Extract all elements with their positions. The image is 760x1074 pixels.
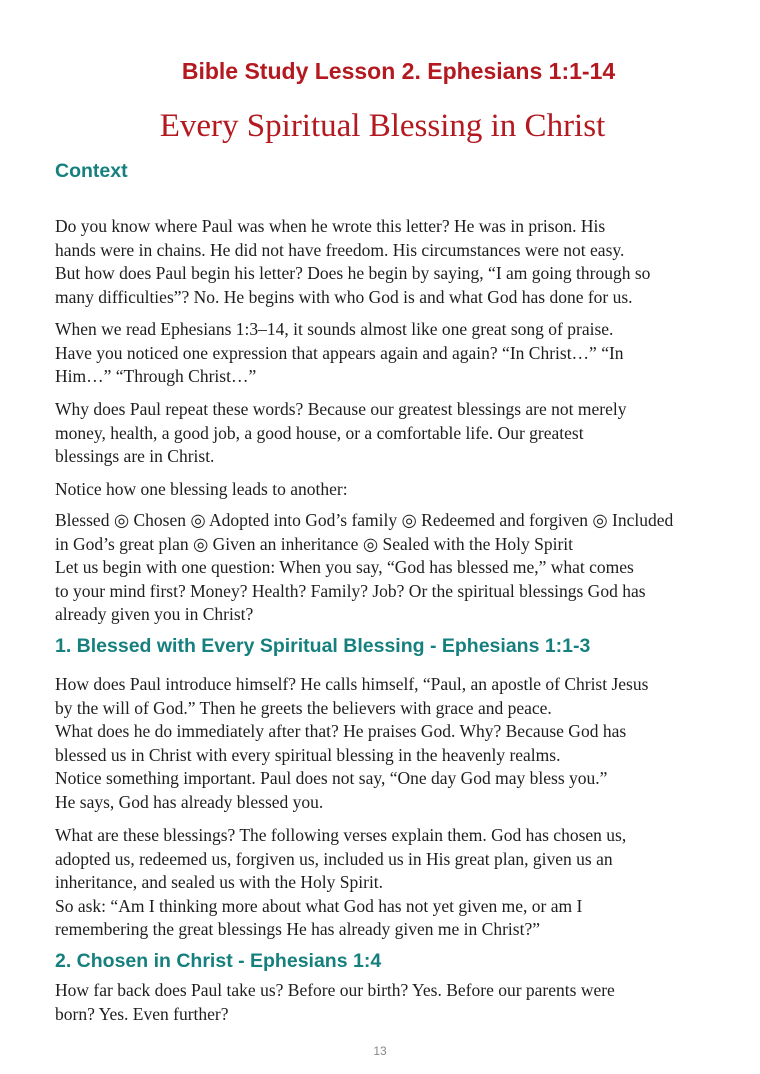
text-line: Notice how one blessing leads to another:: [55, 479, 348, 499]
context-heading: Context: [55, 160, 128, 182]
text-line: Why does Paul repeat these words? Because our greatest blessings are not merely: [55, 399, 627, 419]
text-line: When we read Ephesians 1:3–14, it sounds almost like one great song of praise.: [55, 319, 614, 339]
context-paragraph-5: [55, 509, 735, 627]
text-line: Do you know where Paul was when he wrote this letter? He was in prison. His: [55, 216, 606, 236]
section-1-paragraph-1: [55, 673, 735, 814]
text-line: by the will of God.” Then he greets the believers with grace and peace.: [55, 697, 552, 718]
text-line: So ask: “Am I thinking more about what God has not yet given me, or am I: [55, 895, 583, 916]
text-line: remembering the great blessings He has already given me in Christ?”: [55, 919, 540, 939]
text-line: Blessed ◎ Chosen ◎ Adopted into God’s family ◎ Redeemed and forgiven ◎ Included: [55, 510, 674, 530]
section-1-heading: 1. Blessed with Every Spiritual Blessing - Ephesians 1:1-3: [55, 635, 591, 657]
text-line: money, health, a good job, a good house, or a comfortable life. Our greatest: [55, 422, 584, 443]
text-line: in God’s great plan ◎ Given an inheritance ◎ Sealed with the Holy Spirit: [55, 533, 573, 554]
text-line: many difficulties”? No. He begins with who God is and what God has done for us.: [55, 286, 633, 307]
text-line: already given you in Christ?: [55, 604, 254, 624]
text-line: He says, God has already blessed you.: [55, 791, 324, 812]
context-paragraph-3: [55, 398, 735, 469]
text-line: How does Paul introduce himself? He calls himself, “Paul, an apostle of Christ Jesus: [55, 674, 649, 694]
text-line: What does he do immediately after that? He praises God. Why? Because God has: [55, 721, 627, 741]
text-line: inheritance, and sealed us with the Holy Spirit.: [55, 872, 384, 892]
text-line: But how does Paul begin his letter? Does he begin by saying, “I am going through so: [55, 263, 651, 283]
text-line: blessings are in Christ.: [55, 446, 215, 466]
page-number: 13: [373, 1044, 387, 1058]
context-paragraph-2: [55, 318, 735, 389]
section-2-paragraph-1: [55, 979, 735, 1026]
text-line: adopted us, redeemed us, forgiven us, included us in His great plan, given us an: [55, 848, 613, 869]
lesson-title: Bible Study Lesson 2. Ephesians 1:1-14: [181, 58, 616, 84]
text-line: hands were in chains. He did not have freedom. His circumstances were not easy.: [55, 239, 625, 260]
text-line: Him…” “Through Christ…”: [55, 366, 257, 386]
text-line: How far back does Paul take us? Before our birth? Yes. Before our parents were: [55, 980, 615, 1000]
text-line: Let us begin with one question: When you say, “God has blessed me,” what comes: [55, 557, 634, 577]
text-line: born? Yes. Even further?: [55, 1003, 229, 1024]
text-line: blessed us in Christ with every spiritual blessing in the heavenly realms.: [55, 744, 561, 765]
text-line: What are these blessings? The following verses explain them. God has chosen us,: [55, 825, 627, 845]
text-line: to your mind first? Money? Health? Family? Job? Or the spiritual blessings God has: [55, 580, 646, 601]
main-title: Every Spiritual Blessing in Christ: [159, 108, 606, 144]
section-2-heading: 2. Chosen in Christ - Ephesians 1:4: [55, 950, 382, 972]
text-line: Have you noticed one expression that appears again and again? “In Christ…” “In: [55, 342, 624, 363]
section-1-paragraph-2: [55, 824, 735, 942]
text-line: Notice something important. Paul does not say, “One day God may bless you.”: [55, 768, 608, 788]
context-paragraph-4: [55, 478, 735, 502]
context-paragraph-1: [55, 215, 735, 309]
